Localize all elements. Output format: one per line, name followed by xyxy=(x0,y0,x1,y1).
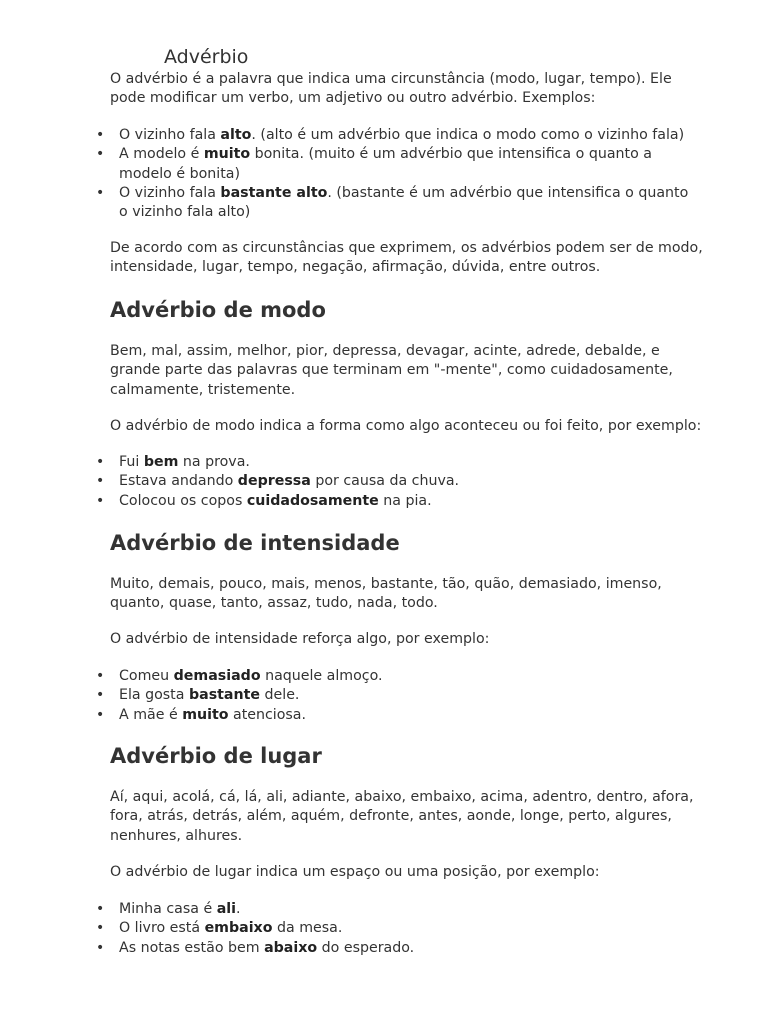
list-item: • A modelo é muito bonita. (muito é um advérbio que intensifica o quanto a modelo é bonita) xyxy=(0,145,700,184)
section-heading-lugar: Advérbio de lugar xyxy=(110,744,322,768)
list-item: • O vizinho fala alto. (alto é um advérbio que indica o modo como o vizinho fala) xyxy=(0,126,700,145)
section-heading-modo: Advérbio de modo xyxy=(110,298,326,322)
list-item: • Estava andando depressa por causa da chuva. xyxy=(0,472,700,491)
intensidade-list-text: Muito, demais, pouco, mais, menos, bastante, tão, quão, demasiado, imenso, quanto, quase, tanto, assaz, tudo, nada, todo. xyxy=(110,576,662,612)
list-item: • As notas estão bem abaixo do esperado. xyxy=(0,939,700,958)
intensidade-examples-list xyxy=(0,667,700,725)
modo-description: O advérbio de modo indica a forma como algo aconteceu ou foi feito, por exemplo: xyxy=(110,418,702,434)
list-item: • Fui bem na prova. xyxy=(0,453,700,472)
list-item: • Colocou os copos cuidadosamente na pia. xyxy=(0,492,700,511)
document-title: Advérbio xyxy=(164,46,249,68)
lugar-list-text: Aí, aqui, acolá, cá, lá, ali, adiante, abaixo, embaixo, acima, adentro, dentro, afora, fora, atrás, detrás, além, aquém, defronte, antes, aonde, longe, perto, algures, nenhures, alhures. xyxy=(110,789,694,844)
section-heading-intensidade: Advérbio de intensidade xyxy=(110,531,400,555)
list-item: • Ela gosta bastante dele. xyxy=(0,686,700,705)
lugar-description: O advérbio de lugar indica um espaço ou uma posição, por exemplo: xyxy=(110,864,600,880)
list-item: • A mãe é muito atenciosa. xyxy=(0,706,700,725)
intensidade-description: O advérbio de intensidade reforça algo, por exemplo: xyxy=(110,631,490,647)
lugar-examples-list xyxy=(0,900,700,958)
list-item: • O livro está embaixo da mesa. xyxy=(0,919,700,938)
list-item: • O vizinho fala bastante alto. (bastante é um advérbio que intensifica o quanto o vizinho fala alto) xyxy=(0,184,700,223)
modo-list-text: Bem, mal, assim, melhor, pior, depressa, devagar, acinte, adrede, debalde, e grande parte das palavras que terminam em "-mente", como cuidadosamente, calmamente, tristemente. xyxy=(110,343,673,398)
intro-examples-list xyxy=(0,126,700,222)
classification-paragraph: De acordo com as circunstâncias que exprimem, os advérbios podem ser de modo, intensidade, lugar, tempo, negação, afirmação, dúvida, entre outros. xyxy=(110,240,703,276)
modo-examples-list xyxy=(0,453,700,511)
list-item: • Minha casa é ali. xyxy=(0,900,700,919)
list-item: • Comeu demasiado naquele almoço. xyxy=(0,667,700,686)
intro-paragraph: O advérbio é a palavra que indica uma circunstância (modo, lugar, tempo). Ele pode modificar um verbo, um adjetivo ou outro advérbio. Exemplos: xyxy=(110,71,672,107)
